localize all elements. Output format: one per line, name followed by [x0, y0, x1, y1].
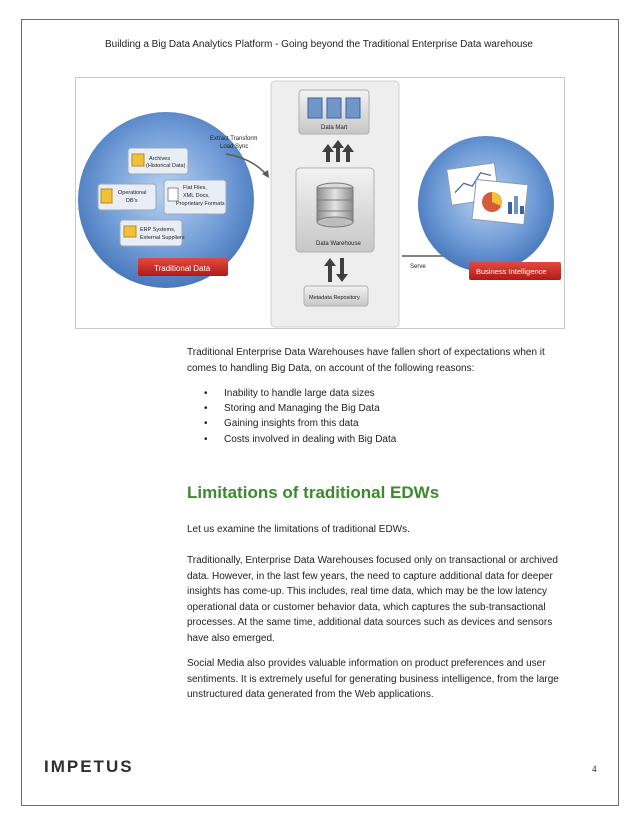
- computer-icon: [124, 226, 136, 237]
- erp-sublabel: External Suppliers: [140, 235, 185, 241]
- datamart-cylinder-icon: [346, 98, 360, 118]
- paragraph-3-text: Social Media also provides valuable information on product preferences and user sentiments. It is extremely useful for generating business intelligence, from the large unstructured data generated from the Web applications.: [187, 658, 559, 700]
- data-warehouse-label: Data Warehouse: [316, 241, 361, 247]
- datamart-cylinder-icon: [327, 98, 341, 118]
- paragraph-2: [187, 553, 572, 646]
- business-intelligence-badge: [469, 262, 561, 280]
- archives-label: Archives: [149, 156, 171, 162]
- section-heading: Limitations of traditional EDWs: [187, 483, 440, 502]
- xml-docs-label: XML Docs,: [183, 193, 210, 199]
- document-icon: [168, 188, 178, 201]
- operational-sublabel: DB's: [126, 198, 138, 204]
- reasons-list: [204, 386, 396, 447]
- list-item: • Costs involved in dealing with Big Data: [204, 432, 396, 447]
- architecture-diagram: [75, 77, 565, 329]
- data-mart: [299, 90, 369, 134]
- metadata-repository-label: Metadata Repository: [309, 295, 360, 301]
- paragraph-2-text: Traditionally, Enterprise Data Warehouses focused only on transactional or archived data. However, in the last few years, the need to capture additional data for deeper insights has come-up. This includes, real time data, which may be the low latency operational data or customer behavior data, which captures the sub-transactional processes. At the same time, additional data sources such as devices and sensors have also emerged.: [187, 555, 558, 644]
- flat-files-source: [164, 180, 226, 214]
- intro-paragraph: [187, 345, 572, 376]
- list-item: • Storing and Managing the Big Data: [204, 401, 396, 416]
- operational-db-source: [98, 184, 156, 210]
- business-intelligence-label: Business Intelligence: [476, 267, 547, 276]
- page-number: 4: [592, 764, 597, 774]
- impetus-logo: IMPETUS: [44, 757, 134, 776]
- datamart-cylinder-icon: [308, 98, 322, 118]
- serve-label: Serve: [410, 264, 426, 270]
- paragraph-3: [187, 656, 572, 703]
- archives-sublabel: (Historical Data): [146, 163, 186, 169]
- folder-icon: [132, 154, 144, 166]
- operational-label: Operational: [118, 190, 147, 196]
- list-item: • Inability to handle large data sizes: [204, 386, 396, 401]
- etl-label: Extract Transform: [210, 136, 258, 142]
- paragraph-1-text: Let us examine the limitations of traditional EDWs.: [187, 524, 410, 535]
- etl-sublabel: Load Sync: [220, 144, 249, 150]
- flat-files-label: Flat Files,: [183, 185, 207, 191]
- page-header: Building a Big Data Analytics Platform - Going beyond the Traditional Enterprise Data warehouse: [104, 39, 533, 50]
- erp-label: ERP Systems,: [140, 227, 176, 233]
- data-warehouse: [296, 168, 374, 252]
- architecture-diagram-svg: [76, 78, 565, 329]
- metadata-repository: [304, 286, 368, 306]
- archives-source: [128, 148, 188, 174]
- erp-source: [120, 220, 185, 246]
- data-mart-label: Data Mart: [321, 125, 348, 131]
- database-icon: [101, 189, 112, 203]
- proprietary-formats-label: Proprietary Formats: [176, 201, 225, 207]
- list-item: • Gaining insights from this data: [204, 416, 396, 431]
- traditional-data-badge: [138, 258, 228, 276]
- intro-text: Traditional Enterprise Data Warehouses have fallen short of expectations when it comes to handling Big Data, on account of the following reasons:: [187, 347, 545, 374]
- traditional-data-label: Traditional Data: [154, 264, 211, 273]
- paragraph-1: [187, 522, 572, 538]
